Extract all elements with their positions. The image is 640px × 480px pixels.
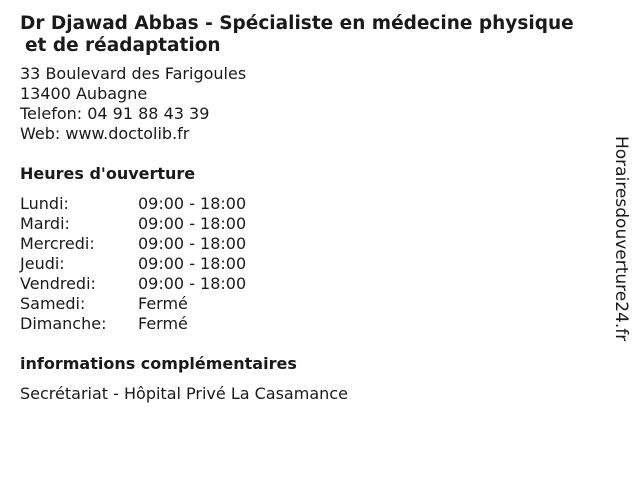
day-hours: Fermé xyxy=(138,294,188,313)
site-watermark: Horairesdouverture24.fr xyxy=(611,136,631,342)
day-label: Vendredi: xyxy=(20,274,96,293)
extra-info-heading: informations complémentaires xyxy=(20,354,297,373)
hours-row xyxy=(20,314,246,334)
day-label: Jeudi: xyxy=(20,254,65,273)
day-label: Samedi: xyxy=(20,294,86,313)
title-line-2: et de réadaptation xyxy=(25,35,221,56)
phone: Telefon: 04 91 88 43 39 xyxy=(20,104,210,123)
page-title xyxy=(20,13,630,57)
extra-info-text: Secrétariat - Hôpital Privé La Casamance xyxy=(20,384,348,403)
day-hours: 09:00 - 18:00 xyxy=(138,234,247,253)
hours-row xyxy=(20,234,246,254)
day-label: Lundi: xyxy=(20,194,69,213)
hours-row xyxy=(20,274,246,294)
city: 13400 Aubagne xyxy=(20,84,148,103)
day-label: Dimanche: xyxy=(20,314,107,333)
day-hours: 09:00 - 18:00 xyxy=(138,194,247,213)
title-line-1: Dr Djawad Abbas - Spécialiste en médecine physique xyxy=(20,13,574,34)
contact-block xyxy=(20,64,246,144)
street-address: 33 Boulevard des Farigoules xyxy=(20,64,247,83)
day-hours: 09:00 - 18:00 xyxy=(138,214,247,233)
hours-table xyxy=(20,194,246,334)
day-hours: 09:00 - 18:00 xyxy=(138,274,247,293)
hours-row xyxy=(20,294,246,314)
hours-heading: Heures d'ouverture xyxy=(20,164,196,183)
day-hours: Fermé xyxy=(138,314,188,333)
hours-row xyxy=(20,214,246,234)
hours-row xyxy=(20,254,246,274)
website: Web: www.doctolib.fr xyxy=(20,124,190,143)
day-label: Mercredi: xyxy=(20,234,95,253)
day-label: Mardi: xyxy=(20,214,70,233)
day-hours: 09:00 - 18:00 xyxy=(138,254,247,273)
hours-row xyxy=(20,194,246,214)
